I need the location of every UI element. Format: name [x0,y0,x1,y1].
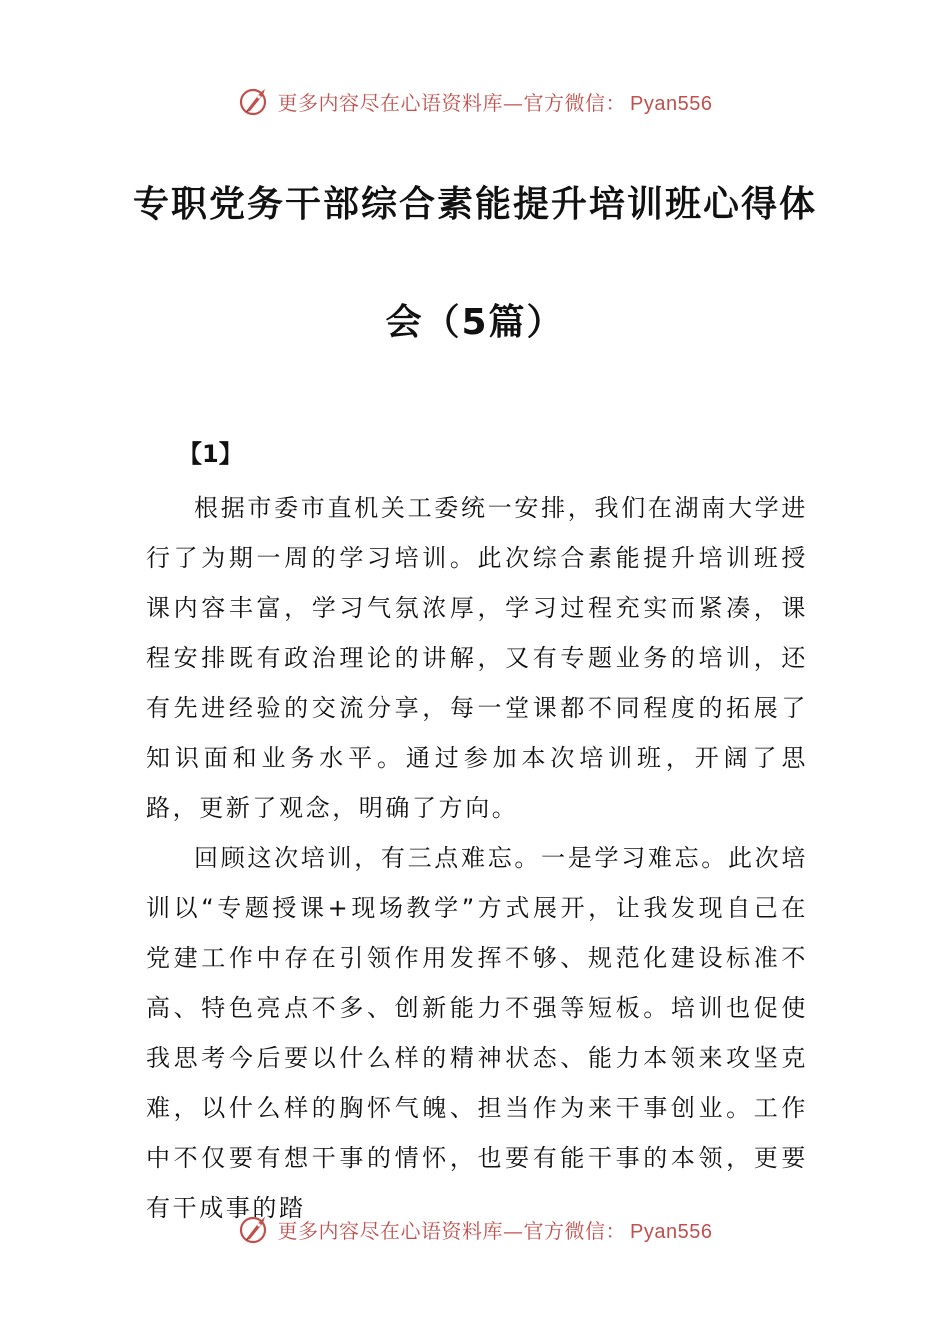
pen-nib-circle-icon [238,1212,272,1246]
footer-watermark [0,1212,950,1246]
header-watermark [0,84,950,118]
pen-nib-circle-icon [238,84,272,118]
paragraph-1: 根据市委市直机关工委统一安排，我们在湖南大学进行了为期一周的学习培训。此次综合素能提升培训班授课内容丰富，学习气氛浓厚，学习过程充实而紧凑，课程安排既有政治理论的讲解，又有专题业务的培训，还有先进经验的交流分享，每一堂课都不同程度的拓展了知识面和业务水平。通过参加本次培训班，开阔了思路，更新了观念，明确了方向。 [146,494,808,822]
watermark-text: 更多内容尽在心语资料库—官方微信： Pyan556 [277,90,713,115]
document-title-line-2: 会（5篇） [385,302,565,343]
document-title-line-1: 专职党务干部综合素能提升培训班心得体 [132,184,817,225]
body-text [146,483,808,1233]
section-marker: 【1】 [178,440,243,468]
paragraph-2: 回顾这次培训，有三点难忘。一是学习难忘。此次培训以“专题授课+现场教学”方式展开，让我发现自己在党建工作中存在引领作用发挥不够、规范化建设标准不高、特色亮点不多、创新能力不强等短板。培训也促使我思考今后要以什么样的精神状态、能力本领来攻坚克难，以什么样的胸怀气魄、担当作为来干事创业。工作中不仅要有想干事的情怀，也要有能干事的本领，更要有干成事的踏 [146,844,808,1222]
watermark-text: 更多内容尽在心语资料库—官方微信： Pyan556 [277,1218,713,1243]
